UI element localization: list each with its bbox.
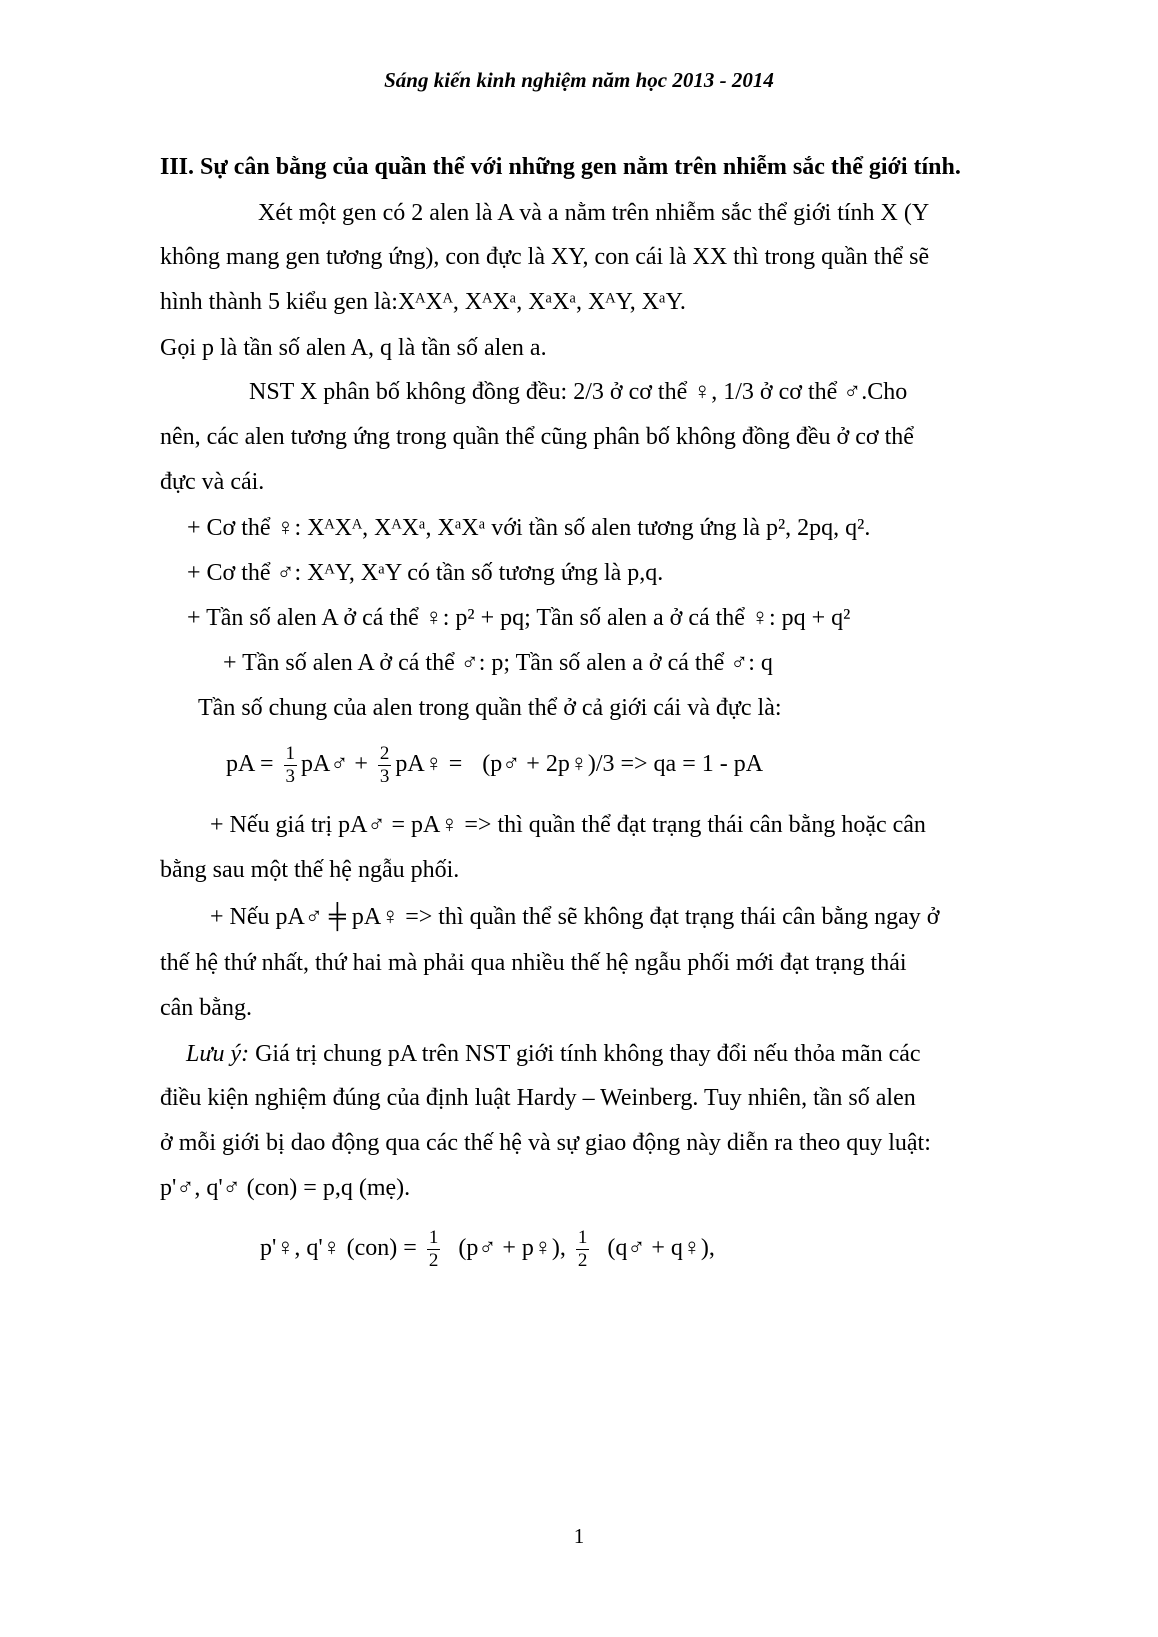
formula2-lhs: p'♀, q'♀ (con) =	[260, 1235, 417, 1261]
cond1-line2: bằng sau một thế hệ ngẫu phối.	[160, 857, 460, 883]
para3-line2: nên, các alen tương ứng trong quần thể cũng phân bố không đồng đều ở cơ thể	[160, 424, 914, 450]
bullet-female-genotypes: + Cơ thể ♀: XᴬXᴬ, XᴬXᵃ, XᵃXᵃ với tần số alen tương ứng là p², 2pq, q².	[187, 515, 871, 541]
bullet-female-frequency: + Tần số alen A ở cá thể ♀: p² + pq; Tần số alen a ở cá thể ♀: pq + q²	[187, 605, 851, 631]
genotype-list: XᴬXᴬ, XᴬXᵃ, XᵃXᵃ, XᴬY, XᵃY.	[397, 289, 686, 315]
bullet-male-frequency: + Tần số alen A ở cá thể ♂: p; Tần số alen a ở cá thể ♂: q	[223, 650, 773, 676]
para1-line2: không mang gen tương ứng), con đực là XY, con cái là XX thì trong quần thể sẽ	[160, 244, 930, 270]
formula-pA	[226, 736, 763, 792]
cond2-line1: + Nếu pA♂ ╪ pA♀ => thì quần thể sẽ không đạt trạng thái cân bằng ngay ở	[210, 904, 940, 930]
note-line2: điều kiện nghiệm đúng của định luật Hardy – Weinberg. Tuy nhiên, tần số alen	[160, 1085, 916, 1111]
section-heading: III. Sự cân bằng của quần thể với những gen nằm trên nhiễm sắc thể giới tính.	[160, 154, 961, 180]
formula2-part2: (q♂ + q♀),	[607, 1235, 715, 1261]
note-line3: ở mỗi giới bị dao động qua các thế hệ và sự giao động này diễn ra theo quy luật:	[160, 1130, 931, 1156]
note-line4: p'♂, q'♂ (con) = p,q (mẹ).	[160, 1175, 411, 1201]
note-label: Lưu ý:	[186, 1041, 250, 1067]
para3-line3: đực và cái.	[160, 469, 265, 495]
fraction-one-half-a: $\frac{1}{2}$	[428, 1226, 439, 1271]
para1-line3-text: hình thành 5 kiểu gen là:	[160, 289, 398, 315]
note-line1	[186, 1039, 921, 1069]
para2: Gọi p là tần số alen A, q là tần số alen a.	[160, 335, 547, 361]
bullet-male-genotypes: + Cơ thể ♂: XᴬY, XᵃY có tần số tương ứng là p,q.	[187, 560, 664, 586]
formula-lhs: pA =	[226, 751, 274, 777]
para1-line1: Xét một gen có 2 alen là A và a nằm trên nhiễm sắc thể giới tính X (Y	[258, 200, 930, 226]
fraction-one-third: $\frac{1}{3}$	[285, 742, 296, 787]
para3-line1: NST X phân bố không đồng đều: 2/3 ở cơ thể ♀, 1/3 ở cơ thể ♂.Cho	[249, 379, 908, 405]
cond2-line2: thế hệ thứ nhất, thứ hai mà phải qua nhiều thế hệ ngẫu phối mới đạt trạng thái	[160, 950, 907, 976]
fraction-two-thirds: $\frac{2}{3}$	[379, 742, 390, 787]
cond2-line3: cân bằng.	[160, 995, 252, 1021]
page-header: Sáng kiến kinh nghiệm năm học 2013 - 2014	[384, 68, 774, 92]
formula-term1: pA♂ +	[301, 751, 368, 777]
page-number: 1	[573, 1524, 585, 1548]
formula2-part1: (p♂ + p♀),	[458, 1235, 566, 1261]
formula-female-offspring	[260, 1220, 715, 1276]
para4: Tần số chung của alen trong quần thể ở cả giới cái và đực là:	[198, 695, 782, 721]
para1-line3	[160, 287, 686, 317]
formula-term2: pA♀ =	[395, 751, 463, 777]
cond1-line1: + Nếu giá trị pA♂ = pA♀ => thì quần thể đạt trạng thái cân bằng hoặc cân	[210, 812, 926, 838]
note-text: Giá trị chung pA trên NST giới tính không thay đổi nếu thỏa mãn các	[249, 1041, 921, 1067]
fraction-one-half-b: $\frac{1}{2}$	[577, 1226, 588, 1271]
formula-rest: (p♂ + 2p♀)/3 => qa = 1 - pA	[482, 751, 764, 777]
